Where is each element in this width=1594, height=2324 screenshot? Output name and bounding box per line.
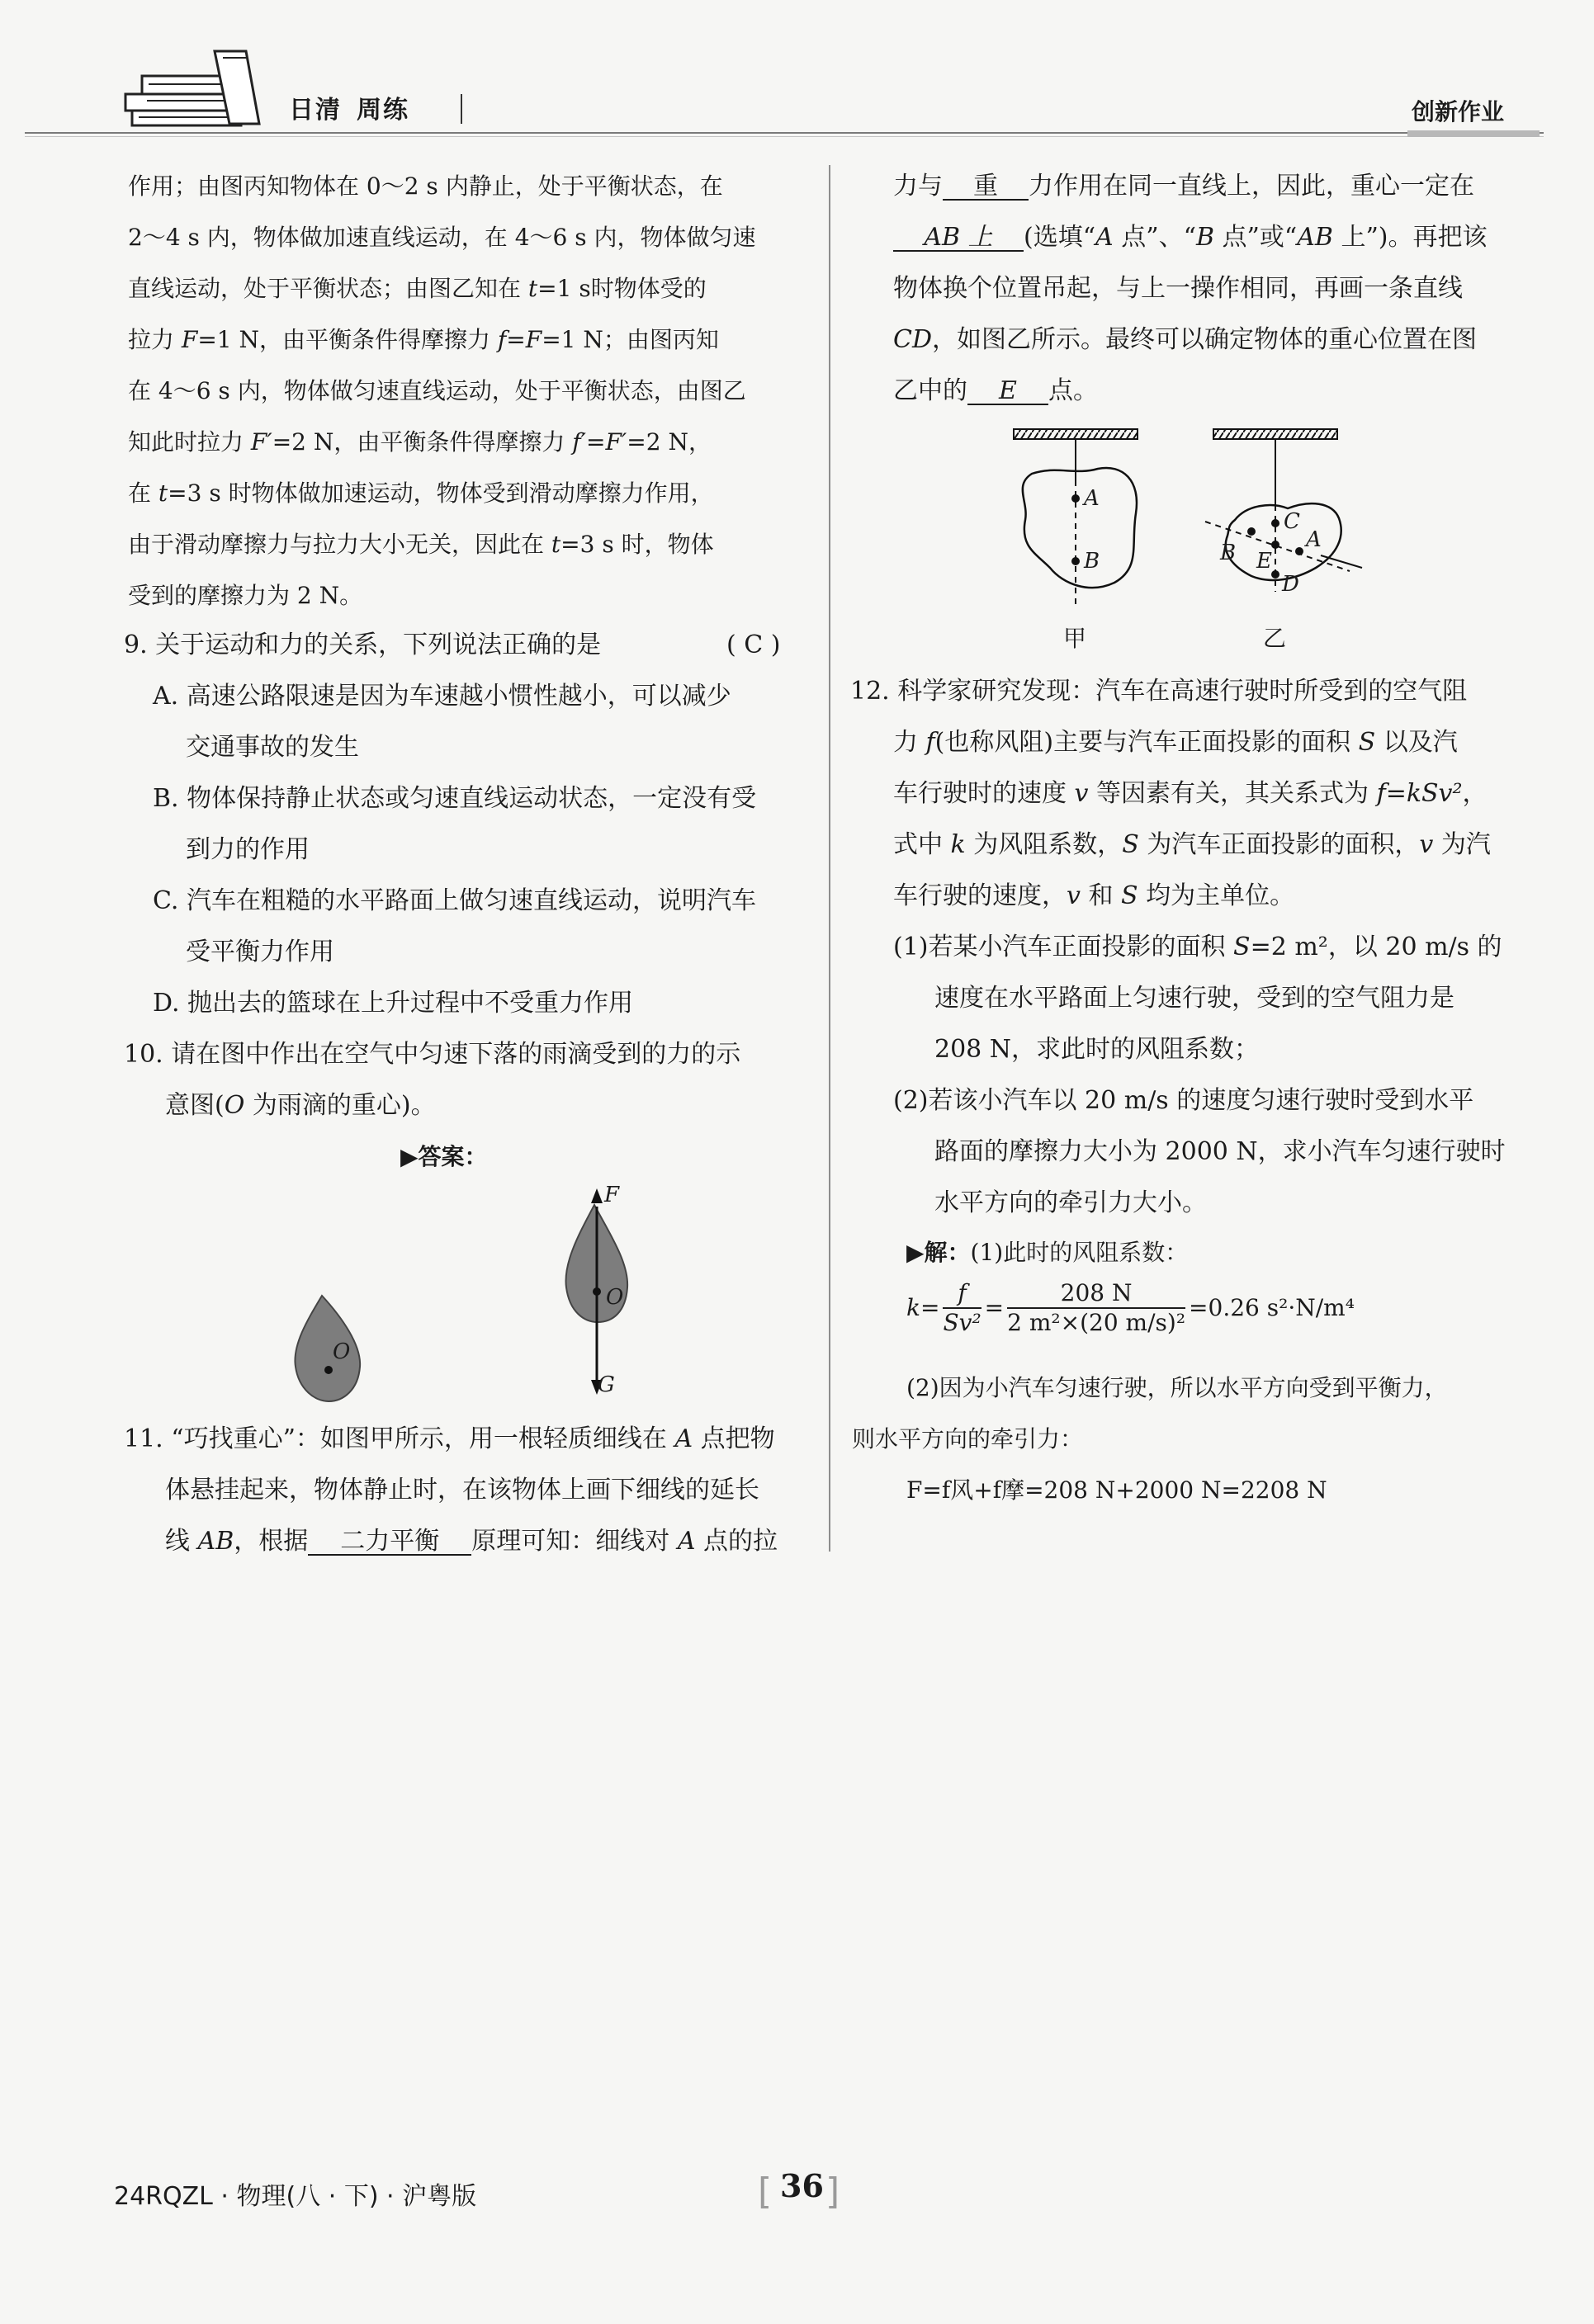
force-arrow-up [591, 1188, 603, 1203]
question-11-stem-cont: 体悬挂起来，物体静止时，在该物体上画下细线的延长 [165, 1476, 759, 1504]
point-label: A [1084, 486, 1100, 511]
solution-part-2: (2)因为小汽车匀速行驶，所以水平方向受到平衡力， [906, 1374, 1448, 1401]
column-divider [829, 165, 830, 1552]
raindrop-figure [272, 1188, 652, 1419]
brand-right: 周练 [357, 96, 409, 125]
footer-book-info: 24RQZL · 物理(八 · 下) · 沪粤版 [114, 2182, 477, 2211]
solution-line: 由于滑动摩擦力与拉力大小无关，因此在 t=3 s 时，物体 [128, 531, 714, 558]
ceiling-hatch [1213, 429, 1337, 439]
option-b-cont: 到力的作用 [186, 835, 310, 864]
question-9-answer: ( C ) [726, 631, 781, 659]
point-label: D [1282, 572, 1299, 597]
solution-line: 在 t=3 s 时物体做加速运动，物体受到滑动摩擦力作用， [128, 479, 714, 507]
question-11-cont: CD，如图乙所示。最终可以确定物体的重心位置在图 [893, 325, 1478, 354]
brand-title [289, 89, 409, 125]
label-o: O [333, 1339, 351, 1364]
question-12-part-1: (1)若某小汽车正面投影的面积 S=2 m²，以 20 m/s 的 [893, 933, 1502, 961]
answer-blank: 重 [943, 174, 1029, 201]
option-d: D. 抛出去的篮球在上升过程中不受重力作用 [153, 989, 634, 1018]
brand-left: 日清 [289, 96, 342, 125]
question-11-stem: 11. “巧找重心”：如图甲所示，用一根轻质细线在 A 点把物 [124, 1424, 775, 1453]
header-divider [461, 94, 462, 124]
solution-line: 在 4～6 s 内，物体做匀速直线运动，处于平衡状态，由图乙 [128, 377, 746, 404]
option-c: C. 汽车在粗糙的水平路面上做匀速直线运动，说明汽车 [153, 886, 756, 915]
center-of-gravity-figure [999, 423, 1387, 612]
solution-line: 直线运动，处于平衡状态；由图乙知在 t=1 s时物体受的 [128, 275, 707, 302]
solution-line: 知此时拉力 F′=2 N，由平衡条件得摩擦力 f′=F′=2 N， [128, 428, 712, 456]
label-f: F [604, 1183, 620, 1207]
page-number: 36 [780, 2167, 824, 2204]
ceiling-hatch [1014, 429, 1138, 439]
question-10-stem-cont: 意图(O 为雨滴的重心)。 [165, 1091, 436, 1120]
header-rule-thin [25, 136, 1544, 137]
solution-part-1: ▶解：(1)此时的风阻系数： [906, 1239, 1189, 1266]
solution-part-2-cont: 则水平方向的牵引力： [852, 1425, 1084, 1452]
figure-caption-yi: 乙 [1263, 625, 1287, 652]
point-label: B [1084, 549, 1100, 574]
option-a: A. 高速公路限速是因为车速越小惯性越小，可以减少 [153, 682, 731, 711]
question-11-cont: AB 上 (选填“A 点”、“B 点”或“AB 上”)。再把该 [893, 223, 1488, 253]
question-11-cont: 乙中的 E 点。 [893, 376, 1098, 405]
point-label: A [1306, 527, 1322, 552]
center-of-gravity-dot [324, 1366, 333, 1374]
books-logo-icon [122, 46, 263, 130]
center-of-gravity-dot [593, 1287, 601, 1296]
point-label: C [1284, 509, 1300, 534]
question-12-part-1-cont: 208 N，求此时的风阻系数； [934, 1035, 1260, 1064]
point-label: E [1256, 549, 1272, 574]
label-g: G [598, 1372, 615, 1397]
page-number-bracket-right: ] [825, 2170, 840, 2213]
question-11-cont: 物体换个位置吊起，与上一操作相同，再画一条直线 [893, 274, 1463, 303]
section-bar [1407, 130, 1540, 137]
figure-caption-jia: 甲 [1063, 625, 1087, 652]
question-11-stem-cont: 线 AB，根据 二力平衡 原理可知：细线对 A 点的拉 [165, 1527, 778, 1556]
question-12-stem-cont: 车行驶时的速度 v 等因素有关，其关系式为 f=kSv²， [893, 779, 1488, 808]
point-label: B [1220, 541, 1237, 565]
question-9-stem: 9. 关于运动和力的关系，下列说法正确的是 [124, 631, 602, 659]
question-11-cont: 力与 重 力作用在同一直线上，因此，重心一定在 [893, 172, 1474, 201]
answer-label: ▶答案： [400, 1143, 488, 1170]
question-12-part-1-cont: 速度在水平路面上匀速行驶，受到的空气阻力是 [934, 984, 1454, 1013]
question-12-stem-cont: 力 f(也称风阻)主要与汽车正面投影的面积 S 以及汽 [893, 728, 1458, 757]
header-rule [25, 132, 1544, 134]
option-b: B. 物体保持静止状态或匀速直线运动状态，一定没有受 [153, 784, 757, 813]
question-12-stem-cont: 车行驶的速度，v 和 S 均为主单位。 [893, 881, 1295, 910]
question-10-stem: 10. 请在图中作出在空气中匀速下落的雨滴受到的力的示 [124, 1040, 741, 1069]
question-12-part-2-cont: 路面的摩擦力大小为 2000 N，求小汽车匀速行驶时 [934, 1137, 1506, 1166]
object-outline [1023, 468, 1137, 588]
solution-line: 2～4 s 内，物体做加速直线运动，在 4～6 s 内，物体做匀速 [128, 224, 756, 251]
solution-line: 受到的摩擦力为 2 N。 [128, 582, 363, 609]
answer-blank: E [967, 379, 1048, 405]
option-c-cont: 受平衡力作用 [186, 938, 334, 966]
question-12-part-2-cont: 水平方向的牵引力大小。 [934, 1188, 1207, 1217]
question-12-part-2: (2)若该小汽车以 20 m/s 的速度匀速行驶时受到水平 [893, 1086, 1474, 1115]
page-number-bracket-left: [ [758, 2170, 773, 2213]
label-o: O [606, 1285, 624, 1310]
section-label: 创新作业 [1412, 98, 1505, 125]
question-12-stem-cont: 式中 k 为风阻系数，S 为汽车正面投影的面积，v 为汽 [893, 830, 1491, 859]
solution-line: 作用；由图丙知物体在 0～2 s 内静止，处于平衡状态，在 [128, 172, 723, 200]
option-a-cont: 交通事故的发生 [186, 733, 359, 762]
question-12-stem: 12. 科学家研究发现：汽车在高速行驶时所受到的空气阻 [850, 677, 1468, 706]
solution-final-formula: F=f风+f摩=208 N+2000 N=2208 N [906, 1476, 1327, 1504]
solution-line: 拉力 F=1 N，由平衡条件得摩擦力 f=F=1 N；由图丙知 [128, 326, 719, 353]
solution-formula: k= $\frac{f}{\text{Sv²}}$ = $\frac{208 N}{\text{2 m²×(20 m/s)²}}$ =0.26 s²·N/m⁴ [906, 1279, 1355, 1336]
answer-blank: 二力平衡 [308, 1529, 471, 1556]
answer-blank: AB 上 [893, 225, 1024, 252]
